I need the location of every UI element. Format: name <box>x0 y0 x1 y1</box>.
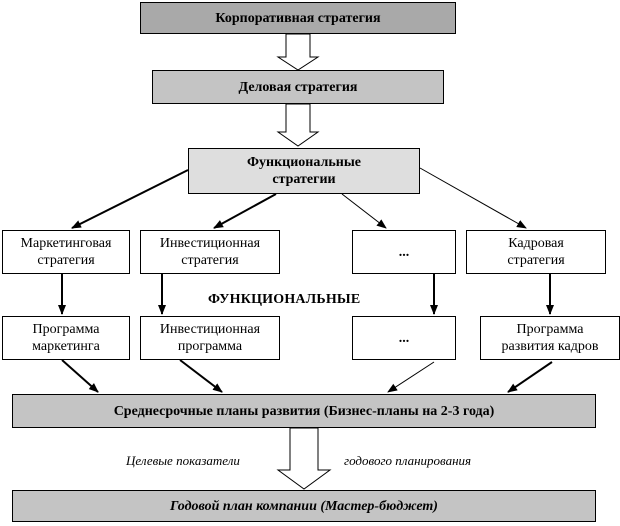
arrow-functional-to-dots <box>342 194 386 228</box>
other-strategy-box <box>352 230 456 274</box>
midterm-plans-label: Среднесрочные планы развития (Бизнес-планы на 2-3 года) <box>113 403 495 419</box>
hr-strategy-line-1: Кадровая <box>508 236 564 251</box>
marketing-program-line-2: маркетинга <box>32 339 100 354</box>
arrow-prog-marketing-to-midterm <box>62 360 98 392</box>
annual-plan-box <box>12 490 596 522</box>
block-arrow-business-to-functional <box>278 104 318 146</box>
functional-strategies-box <box>188 148 420 194</box>
marketing-strategy-line-2: стратегия <box>37 253 95 268</box>
annual-planning-label: годового планирования <box>344 453 472 468</box>
block-arrow-midterm-to-annual <box>278 428 330 489</box>
functional-section-label: ФУНКЦИОНАЛЬНЫЕ <box>208 292 361 307</box>
business-strategy-box <box>152 70 444 104</box>
other-strategy-ellipsis: ... <box>398 244 410 260</box>
corporate-strategy-box <box>140 2 456 34</box>
functional-strategies-line-1: Функциональные <box>247 155 361 170</box>
investment-program-line-2: программа <box>177 339 243 354</box>
block-arrow-corp-to-business <box>278 34 318 70</box>
midterm-plans-box <box>12 394 596 428</box>
annual-plan-label: Годовой план компании (Мастер-бюджет) <box>170 498 438 514</box>
investment-program-line-1: Инвестиционная <box>159 322 261 337</box>
other-program-ellipsis: ... <box>398 330 410 346</box>
marketing-strategy-line-1: Маркетинговая <box>20 236 112 251</box>
marketing-strategy-box <box>2 230 130 274</box>
marketing-program-box <box>2 316 130 360</box>
investment-strategy-line-1: Инвестиционная <box>159 236 261 251</box>
hr-strategy-line-2: стратегия <box>507 253 565 268</box>
investment-program-box <box>140 316 280 360</box>
hr-program-box <box>480 316 620 360</box>
corporate-strategy-label: Корпоративная стратегия <box>215 10 381 26</box>
functional-strategies-line-2: стратегии <box>272 172 336 187</box>
investment-strategy-box <box>140 230 280 274</box>
arrow-prog-invest-to-midterm <box>180 360 222 392</box>
business-strategy-label: Деловая стратегия <box>238 79 358 95</box>
hr-program-line-1: Программа <box>516 322 584 337</box>
marketing-program-line-1: Программа <box>32 322 100 337</box>
arrow-functional-to-invest <box>214 194 276 228</box>
hr-strategy-box <box>466 230 606 274</box>
arrow-prog-hr-to-midterm <box>508 362 552 392</box>
arrow-dots-to-midterm <box>388 362 434 392</box>
hr-program-line-2: развития кадров <box>501 339 599 354</box>
arrow-functional-to-hr <box>420 168 526 228</box>
investment-strategy-line-2: стратегия <box>181 253 239 268</box>
other-program-box <box>352 316 456 360</box>
arrow-functional-to-marketing <box>72 170 188 228</box>
target-indicators-label: Целевые показатели <box>126 453 240 468</box>
